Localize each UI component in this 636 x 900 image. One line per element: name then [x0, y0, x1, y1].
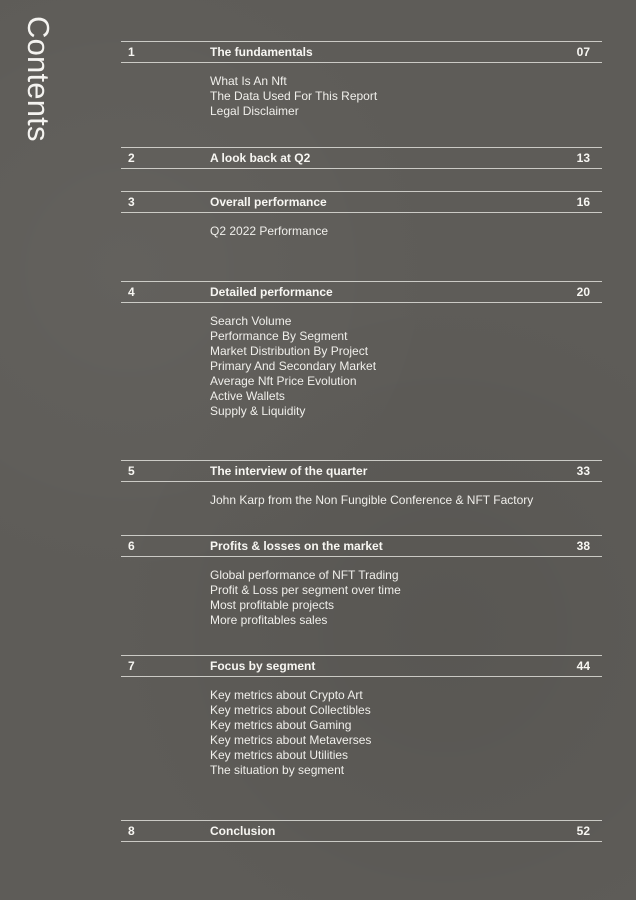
toc-item[interactable]: Profit & Loss per segment over time — [210, 583, 401, 597]
toc-section-1 — [121, 41, 602, 119]
toc-section-row[interactable] — [121, 820, 602, 842]
toc-section-8 — [121, 820, 602, 842]
section-page: 20 — [576, 285, 590, 299]
section-title: A look back at Q2 — [210, 151, 311, 165]
toc-item[interactable]: Primary And Secondary Market — [210, 359, 377, 373]
toc-item[interactable]: Search Volume — [210, 314, 292, 328]
toc-section-6 — [121, 535, 602, 628]
section-number: 4 — [128, 285, 135, 299]
section-title: Conclusion — [210, 824, 276, 838]
toc-section-row[interactable] — [121, 655, 602, 677]
section-page: 52 — [576, 824, 590, 838]
toc-section-row[interactable] — [121, 147, 602, 169]
toc-item[interactable]: Key metrics about Gaming — [210, 718, 352, 732]
section-number: 3 — [128, 195, 135, 209]
section-title: Overall performance — [210, 195, 327, 209]
toc-item[interactable]: What Is An Nft — [210, 74, 287, 88]
toc-item[interactable]: John Karp from the Non Fungible Conference & NFT Factory — [210, 493, 534, 507]
toc-section-5 — [121, 460, 602, 508]
toc-item[interactable]: Q2 2022 Performance — [210, 224, 329, 238]
section-title: Detailed performance — [210, 285, 333, 299]
toc-item[interactable]: Most profitable projects — [210, 598, 335, 612]
section-items — [210, 314, 602, 419]
section-number: 1 — [128, 45, 135, 59]
toc-item[interactable]: The Data Used For This Report — [210, 89, 378, 103]
toc-item[interactable]: More profitables sales — [210, 613, 328, 627]
toc-item[interactable]: Market Distribution By Project — [210, 344, 369, 358]
section-title: The interview of the quarter — [210, 464, 368, 478]
section-number: 2 — [128, 151, 135, 165]
section-items — [210, 493, 602, 508]
toc-item[interactable]: The situation by segment — [210, 763, 345, 777]
section-page: 38 — [576, 539, 590, 553]
section-page: 07 — [576, 45, 590, 59]
toc-item[interactable]: Key metrics about Crypto Art — [210, 688, 363, 702]
section-items — [210, 568, 602, 628]
toc-item[interactable]: Global performance of NFT Trading — [210, 568, 399, 582]
section-page: 44 — [576, 659, 590, 673]
section-title: The fundamentals — [210, 45, 313, 59]
toc-section-7 — [121, 655, 602, 778]
section-title: Focus by segment — [210, 659, 316, 673]
section-items — [210, 224, 602, 239]
toc-item[interactable]: Active Wallets — [210, 389, 285, 403]
section-page: 13 — [576, 151, 590, 165]
toc-item[interactable]: Key metrics about Metaverses — [210, 733, 372, 747]
toc-section-row[interactable] — [121, 41, 602, 63]
section-number: 6 — [128, 539, 135, 553]
toc-section-2 — [121, 147, 602, 169]
toc-section-4 — [121, 281, 602, 419]
section-number: 8 — [128, 824, 135, 838]
contents-title: Contents — [21, 16, 56, 142]
section-number: 7 — [128, 659, 135, 673]
section-title: Profits & losses on the market — [210, 539, 383, 553]
toc-item[interactable]: Legal Disclaimer — [210, 104, 299, 118]
toc-item[interactable]: Supply & Liquidity — [210, 404, 306, 418]
toc-section-row[interactable] — [121, 281, 602, 303]
section-items — [210, 74, 602, 119]
toc-section-row[interactable] — [121, 460, 602, 482]
section-items — [210, 688, 602, 778]
toc-item[interactable]: Key metrics about Utilities — [210, 748, 349, 762]
toc-section-3 — [121, 191, 602, 239]
toc-item[interactable]: Average Nft Price Evolution — [210, 374, 357, 388]
toc-item[interactable]: Performance By Segment — [210, 329, 348, 343]
toc-section-row[interactable] — [121, 535, 602, 557]
toc-section-row[interactable] — [121, 191, 602, 213]
section-number: 5 — [128, 464, 135, 478]
section-page: 33 — [576, 464, 590, 478]
section-page: 16 — [576, 195, 590, 209]
toc-item[interactable]: Key metrics about Collectibles — [210, 703, 371, 717]
